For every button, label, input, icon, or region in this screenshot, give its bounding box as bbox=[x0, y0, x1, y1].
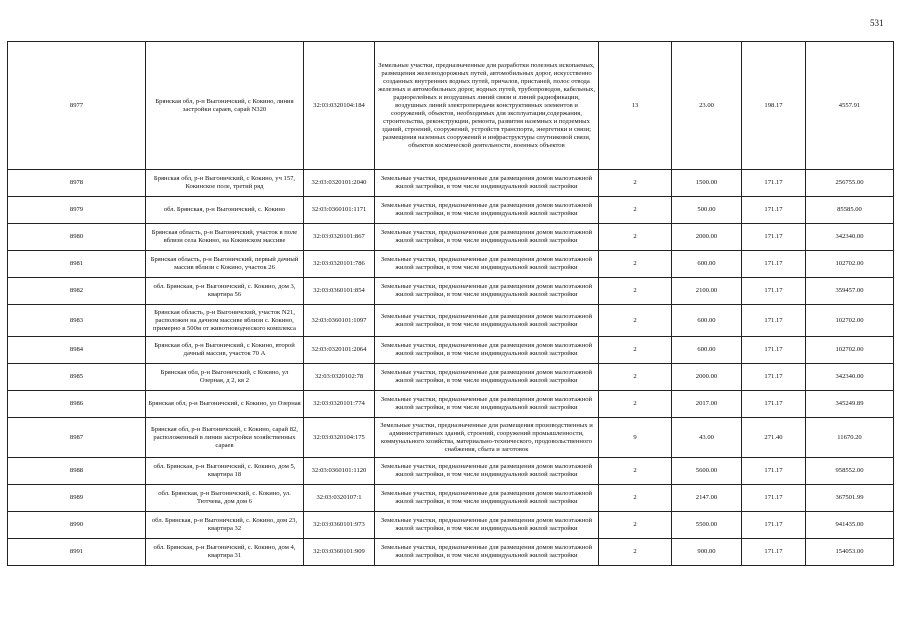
cadastral-number-cell: 32:03:0320101:2064 bbox=[304, 337, 375, 364]
group-number-cell: 2 bbox=[599, 485, 672, 512]
address-cell: Брянская обл, р-н Выгоничский, с Кокино, уч 157, Кокинское поле, третий ряд bbox=[146, 170, 304, 197]
row-number: 8982 bbox=[8, 278, 146, 305]
area-cell: 600.00 bbox=[672, 305, 742, 337]
table-row bbox=[8, 539, 894, 566]
address-cell: Брянская обл, р-н Выгоничский, с Кокино, сарай 82, расположенный в линии застройки хозяйственных сараев bbox=[146, 418, 304, 458]
address-cell: обл. Брянская, р-н Выгоничский, с. Кокино, дом 5, квартира 18 bbox=[146, 458, 304, 485]
address-cell: Брянская область, р-н Выгоничский, участок в поле вблизи села Кокино, на Кокинском массиве bbox=[146, 224, 304, 251]
row-number: 8986 bbox=[8, 391, 146, 418]
rate-cell: 171.17 bbox=[742, 485, 806, 512]
area-cell: 900.00 bbox=[672, 539, 742, 566]
land-purpose-cell: Земельные участки, предназначенные для размещения домов малоэтажной жилой застройки, в том числе индивидуальной жилой застройки bbox=[375, 224, 599, 251]
rate-cell: 171.17 bbox=[742, 364, 806, 391]
row-number: 8988 bbox=[8, 458, 146, 485]
area-cell: 500.00 bbox=[672, 197, 742, 224]
cadastral-value-cell: 342340.00 bbox=[806, 224, 894, 251]
row-number: 8984 bbox=[8, 337, 146, 364]
row-number: 8989 bbox=[8, 485, 146, 512]
rate-cell: 171.17 bbox=[742, 251, 806, 278]
address-cell: обл. Брянская, р-н Выгоничский, с. Кокино bbox=[146, 197, 304, 224]
land-purpose-cell: Земельные участки, предназначенные для размещения домов малоэтажной жилой застройки, в том числе индивидуальной жилой застройки bbox=[375, 458, 599, 485]
group-number-cell: 9 bbox=[599, 418, 672, 458]
table-row bbox=[8, 305, 894, 337]
group-number-cell: 2 bbox=[599, 170, 672, 197]
area-cell: 1500.00 bbox=[672, 170, 742, 197]
cadastral-value-cell: 345249.89 bbox=[806, 391, 894, 418]
area-cell: 23.00 bbox=[672, 42, 742, 170]
area-cell: 600.00 bbox=[672, 251, 742, 278]
table-row bbox=[8, 418, 894, 458]
rate-cell: 171.17 bbox=[742, 458, 806, 485]
table-row bbox=[8, 458, 894, 485]
rate-cell: 171.17 bbox=[742, 278, 806, 305]
table-row bbox=[8, 337, 894, 364]
row-number: 8985 bbox=[8, 364, 146, 391]
cadastral-number-cell: 32:03:0320101:774 bbox=[304, 391, 375, 418]
land-purpose-cell: Земельные участки, предназначенные для размещения домов малоэтажной жилой застройки, в том числе индивидуальной жилой застройки bbox=[375, 170, 599, 197]
land-purpose-cell: Земельные участки, предназначенные для размещения домов малоэтажной жилой застройки, в том числе индивидуальной жилой застройки bbox=[375, 364, 599, 391]
area-cell: 43.00 bbox=[672, 418, 742, 458]
address-cell: Брянская область, р-н Выгоничский, первый дачный массив вблизи с Кокино, участок 26 bbox=[146, 251, 304, 278]
cadastral-number-cell: 32:03:0320102:78 bbox=[304, 364, 375, 391]
group-number-cell: 2 bbox=[599, 278, 672, 305]
table-row bbox=[8, 197, 894, 224]
area-cell: 2147.00 bbox=[672, 485, 742, 512]
land-purpose-cell: Земельные участки, предназначенные для размещения производственных и административных зданий, строений, сооружений промышленности, коммунального хозяйства, материально-технического, продовольственного снабжения, сбыта и заготовок bbox=[375, 418, 599, 458]
table-row bbox=[8, 485, 894, 512]
row-number: 8987 bbox=[8, 418, 146, 458]
cadastral-value-cell: 102702.00 bbox=[806, 251, 894, 278]
land-purpose-cell: Земельные участки, предназначенные для размещения домов малоэтажной жилой застройки, в том числе индивидуальной жилой застройки bbox=[375, 278, 599, 305]
cadastral-number-cell: 32:03:0360101:909 bbox=[304, 539, 375, 566]
row-number: 8991 bbox=[8, 539, 146, 566]
table-row bbox=[8, 512, 894, 539]
rate-cell: 171.17 bbox=[742, 224, 806, 251]
rate-cell: 271.40 bbox=[742, 418, 806, 458]
cadastral-value-cell: 102702.00 bbox=[806, 305, 894, 337]
cadastral-number-cell: 32:03:0360101:973 bbox=[304, 512, 375, 539]
address-cell: Брянская обл, р-н Выгоничский, с Кокино, второй дачный массив, участок 70 А bbox=[146, 337, 304, 364]
cadastral-number-cell: 32:03:0360101:854 bbox=[304, 278, 375, 305]
cadastral-number-cell: 32:03:0320101:867 bbox=[304, 224, 375, 251]
table-row bbox=[8, 364, 894, 391]
cadastral-number-cell: 32:03:0360101:1171 bbox=[304, 197, 375, 224]
table-row bbox=[8, 224, 894, 251]
land-purpose-cell: Земельные участки, предназначенные для размещения домов малоэтажной жилой застройки, в том числе индивидуальной жилой застройки bbox=[375, 512, 599, 539]
row-number: 8977 bbox=[8, 42, 146, 170]
area-cell: 2000.00 bbox=[672, 364, 742, 391]
land-purpose-cell: Земельные участки, предназначенные для размещения домов малоэтажной жилой застройки, в том числе индивидуальной жилой застройки bbox=[375, 197, 599, 224]
group-number-cell: 2 bbox=[599, 224, 672, 251]
land-purpose-cell: Земельные участки, предназначенные для разработки полезных ископаемых, размещения железнодорожных путей, автомобильных дорог, искусственно созданных внутренних водных путей, причалов, пристаней, полос отвода железных и автомобильных дорог, водных путей, трубопроводов, кабельных, радиорелейных и воздушных линий связи и линий радиофикации, воздушных линий электропередачи конструктивных элементов и сооружений, объектов, необходимых для эксплуатации,содержания, строительства, реконструкции, ремонта, развития наземных и подземных зданий, строений, сооружений, устройств транспорта, энергетики и связи; размещения наземных сооружений и инфраструктуры спутниковой связи, объектов космической деятельности, военных объектов bbox=[375, 42, 599, 170]
row-number: 8980 bbox=[8, 224, 146, 251]
page-number: 531 bbox=[870, 18, 884, 28]
address-cell: Брянская обл, р-н Выгоничский, с Кокино, ул Озерная, д 2, кв 2 bbox=[146, 364, 304, 391]
group-number-cell: 2 bbox=[599, 197, 672, 224]
cadastral-value-cell: 102702.00 bbox=[806, 337, 894, 364]
group-number-cell: 2 bbox=[599, 337, 672, 364]
cadastral-value-cell: 342340.00 bbox=[806, 364, 894, 391]
group-number-cell: 2 bbox=[599, 305, 672, 337]
rate-cell: 171.17 bbox=[742, 170, 806, 197]
rate-cell: 171.17 bbox=[742, 391, 806, 418]
cadastral-number-cell: 32:03:0320101:2040 bbox=[304, 170, 375, 197]
cadastral-value-cell: 256755.00 bbox=[806, 170, 894, 197]
area-cell: 2100.00 bbox=[672, 278, 742, 305]
table-row bbox=[8, 278, 894, 305]
cadastral-number-cell: 32:03:0360101:1120 bbox=[304, 458, 375, 485]
area-cell: 2017.00 bbox=[672, 391, 742, 418]
address-cell: обл. Брянская, р-н Выгоничский, с. Кокино, дом 23, квартира 32 bbox=[146, 512, 304, 539]
land-purpose-cell: Земельные участки, предназначенные для размещения домов малоэтажной жилой застройки, в том числе индивидуальной жилой застройки bbox=[375, 485, 599, 512]
group-number-cell: 2 bbox=[599, 364, 672, 391]
land-purpose-cell: Земельные участки, предназначенные для размещения домов малоэтажной жилой застройки, в том числе индивидуальной жилой застройки bbox=[375, 539, 599, 566]
rate-cell: 171.17 bbox=[742, 539, 806, 566]
cadastral-value-cell: 4557.91 bbox=[806, 42, 894, 170]
group-number-cell: 2 bbox=[599, 391, 672, 418]
cadastral-value-cell: 154053.00 bbox=[806, 539, 894, 566]
table-row bbox=[8, 42, 894, 170]
area-cell: 5600.00 bbox=[672, 458, 742, 485]
cadastral-value-cell: 941435.00 bbox=[806, 512, 894, 539]
rate-cell: 171.17 bbox=[742, 512, 806, 539]
cadastral-registry-table bbox=[7, 41, 894, 566]
address-cell: обл. Брянская, р-н Выгоничский, с. Кокино, дом 3, квартира 56 bbox=[146, 278, 304, 305]
address-cell: обл. Брянская, р-н Выгоничский, с. Кокино, ул. Тютчева, дом дом 6 bbox=[146, 485, 304, 512]
address-cell: Брянская обл, р-н Выгоничский, с Кокино, ул Озерная bbox=[146, 391, 304, 418]
area-cell: 5500.00 bbox=[672, 512, 742, 539]
group-number-cell: 2 bbox=[599, 458, 672, 485]
area-cell: 2000.00 bbox=[672, 224, 742, 251]
address-cell: Брянская обл, р-н Выгоничский, с Кокино, линия застройки сараев, сарай N320 bbox=[146, 42, 304, 170]
cadastral-value-cell: 11670.20 bbox=[806, 418, 894, 458]
area-cell: 600.00 bbox=[672, 337, 742, 364]
row-number: 8990 bbox=[8, 512, 146, 539]
address-cell: обл. Брянская, р-н Выгоничский, с. Кокино, дом 4, квартира 31 bbox=[146, 539, 304, 566]
land-purpose-cell: Земельные участки, предназначенные для размещения домов малоэтажной жилой застройки, в том числе индивидуальной жилой застройки bbox=[375, 337, 599, 364]
row-number: 8978 bbox=[8, 170, 146, 197]
group-number-cell: 2 bbox=[599, 512, 672, 539]
group-number-cell: 13 bbox=[599, 42, 672, 170]
row-number: 8979 bbox=[8, 197, 146, 224]
cadastral-value-cell: 359457.00 bbox=[806, 278, 894, 305]
cadastral-number-cell: 32:03:0320104:175 bbox=[304, 418, 375, 458]
cadastral-value-cell: 367501.99 bbox=[806, 485, 894, 512]
row-number: 8983 bbox=[8, 305, 146, 337]
cadastral-number-cell: 32:03:0360101:1097 bbox=[304, 305, 375, 337]
table-row bbox=[8, 391, 894, 418]
group-number-cell: 2 bbox=[599, 251, 672, 278]
table-row bbox=[8, 251, 894, 278]
land-purpose-cell: Земельные участки, предназначенные для размещения домов малоэтажной жилой застройки, в том числе индивидуальной жилой застройки bbox=[375, 391, 599, 418]
table-body bbox=[8, 42, 894, 566]
address-cell: Брянская область, р-н Выгоничский, участок N21, расположен на дачном массиве вблизи с. Кокино, примерно в 500м от животноводческого комплекса bbox=[146, 305, 304, 337]
row-number: 8981 bbox=[8, 251, 146, 278]
cadastral-number-cell: 32:03:0320104:184 bbox=[304, 42, 375, 170]
land-purpose-cell: Земельные участки, предназначенные для размещения домов малоэтажной жилой застройки, в том числе индивидуальной жилой застройки bbox=[375, 305, 599, 337]
group-number-cell: 2 bbox=[599, 539, 672, 566]
cadastral-value-cell: 958552.00 bbox=[806, 458, 894, 485]
cadastral-number-cell: 32:03:0320107:1 bbox=[304, 485, 375, 512]
land-purpose-cell: Земельные участки, предназначенные для размещения домов малоэтажной жилой застройки, в том числе индивидуальной жилой застройки bbox=[375, 251, 599, 278]
cadastral-number-cell: 32:03:0320101:786 bbox=[304, 251, 375, 278]
rate-cell: 198.17 bbox=[742, 42, 806, 170]
table-row bbox=[8, 170, 894, 197]
cadastral-value-cell: 85585.00 bbox=[806, 197, 894, 224]
rate-cell: 171.17 bbox=[742, 337, 806, 364]
rate-cell: 171.17 bbox=[742, 305, 806, 337]
rate-cell: 171.17 bbox=[742, 197, 806, 224]
